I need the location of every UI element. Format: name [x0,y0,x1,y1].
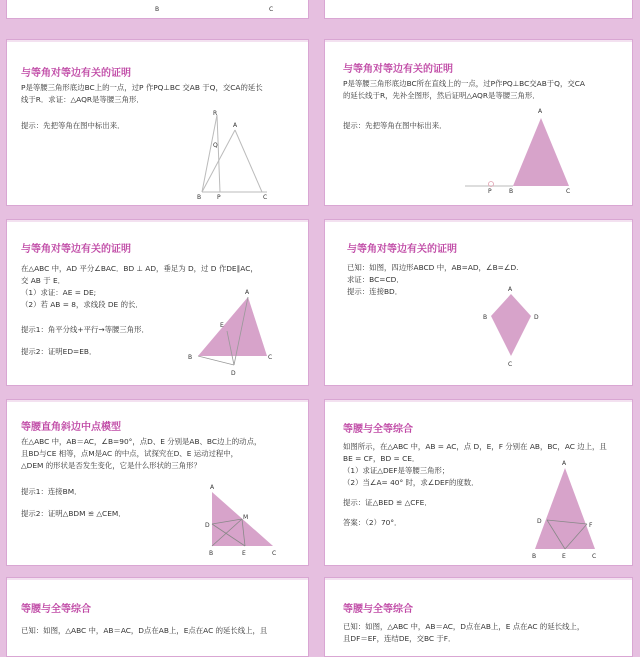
label-d: D [537,518,542,525]
card-5 [6,399,309,566]
card-title: 等腰与全等综合 [343,424,413,435]
triangle-figure [7,40,309,206]
body-line: 求证：BC=CD． [347,275,404,284]
card-title: 等腰直角斜边中点模型 [21,422,121,433]
body-line: （1）求证△DEF是等腰三角形； [343,466,450,475]
triangle-figure [325,400,633,566]
label-d: D [205,522,210,529]
body-line: 在△ABC 中，AD 平分∠BAC．BD ⊥ AD，垂足为 D，过 D 作DE∥AC， [21,264,258,273]
card-title: 与等角对等边有关的证明 [21,68,131,79]
card-title: 与等角对等边有关的证明 [347,244,457,255]
card-title: 与等角对等边有关的证明 [343,64,453,75]
body-line: 答案：（2）70°． [343,518,402,527]
label-d: D [231,370,236,377]
hint: 提示：先把等角在图中标出来． [343,121,447,130]
hint: 提示2：证明△BDM ≌ △CEM． [21,509,126,518]
label-b: B [209,550,214,557]
body-line: △DEM 的形状是否发生变化，它是什么形状的三角形？ [21,461,201,470]
triangle-figure [7,220,309,386]
body-line: 已知：如图，△ABC 中，AB＝AC，D点在AB上，E 点在AC 的延长线上， [343,622,585,631]
body-line: 线于R．求证：△AQR是等腰三角形． [21,95,144,104]
card-2 [324,39,633,206]
card-title: 等腰与全等综合 [343,604,413,615]
label-a: A [210,484,215,491]
body-line: 提示：连接BD． [347,287,403,296]
body-line: 已知：如图，△ABC 中，AB＝AC，D点在AB上，E点在AC 的延长线上，且 [21,626,268,635]
body-line: 且BD与CE 相等，点M是AC 的中点，试探究在D、E 运动过程中， [21,449,239,458]
body-line: （1）求证：AE = DE; [21,288,97,297]
card-top-right [324,0,633,19]
body-line: 在△ABC 中，AB＝AC，∠B=90°，点D、E 分别是AB、BC边上的动点， [21,437,262,446]
body-line: P是等腰三角形底边BC所在直线上的一点，过P作PQ⊥BC交AB于Q，交CA [343,79,585,88]
card-title: 等腰与全等综合 [21,604,91,615]
hint: 提示：先把等角在图中标出来． [21,121,125,130]
body-line: BE = CF，BD = CE． [343,454,420,463]
card-6 [324,399,633,566]
label-e: E [242,550,246,557]
label-b: B [188,354,193,361]
body-line: 且DF＝EF，连结DE，交BC 于F． [343,634,456,643]
card-top-left [6,0,309,19]
right-triangle-figure [7,400,309,566]
label-e: E [562,553,566,560]
label-c: C [508,361,513,368]
top-left-figure [7,0,309,19]
hint: 提示2：证明ED=EB． [21,347,97,356]
label-c: C [566,188,571,195]
label-p: P [488,188,492,195]
label-c: C [268,354,273,361]
label-a: A [245,289,250,296]
body-line: 交 AB 于 E． [21,276,66,285]
card-body [343,621,633,645]
card-body [21,625,309,637]
body-line: 的延长线于R，先补全图形，然后证明△AQR是等腰三角形． [343,91,540,100]
label-r: R [213,110,218,117]
label-m: M [243,514,249,521]
body-line: （2）当∠A= 40° 时，求∠DEF的度数． [343,478,479,487]
label-c: C [269,6,274,13]
label-p: P [217,194,221,201]
label-c: C [592,553,597,560]
label-a: A [508,286,513,293]
label-c: C [272,550,277,557]
label-q: Q [213,142,218,149]
label-a: A [233,122,238,129]
label-d: D [534,314,539,321]
label-b: B [197,194,202,201]
card-title: 与等角对等边有关的证明 [21,244,131,255]
label-b: B [483,314,488,321]
label-b: B [509,188,514,195]
hint: 提示1：角平分线+平行→等腰三角形． [21,325,149,334]
card-4 [324,219,633,386]
card-8 [324,577,633,657]
body-line: 如图所示，在△ABC 中，AB = AC，点 D，E，F 分别在 AB，BC，AC 边上，且 [343,442,607,451]
body-line: P是等腰三角形底边BC上的一点，过P 作PQ⊥BC 交AB 于Q，交CA的延长 [21,83,263,92]
card-7 [6,577,309,657]
body-line: 已知：如图，四边形ABCD 中，AB=AD，∠B=∠D. [347,263,519,272]
card-3 [6,219,309,386]
label-e: E [220,322,224,329]
label-b: B [532,553,537,560]
label-a: A [538,108,543,115]
hint: 提示1：连接BM． [21,487,82,496]
label-c: C [263,194,268,201]
triangle-figure [325,40,633,206]
body-line: 提示：证△BED ≌ △CFE． [343,498,432,507]
label-a: A [562,460,567,467]
body-line: （2）若 AB = 8，求线段 DE 的长． [21,300,143,309]
label-b: B [155,6,160,13]
card-1 [6,39,309,206]
quadrilateral-figure [325,220,633,386]
label-f: F [589,522,593,529]
